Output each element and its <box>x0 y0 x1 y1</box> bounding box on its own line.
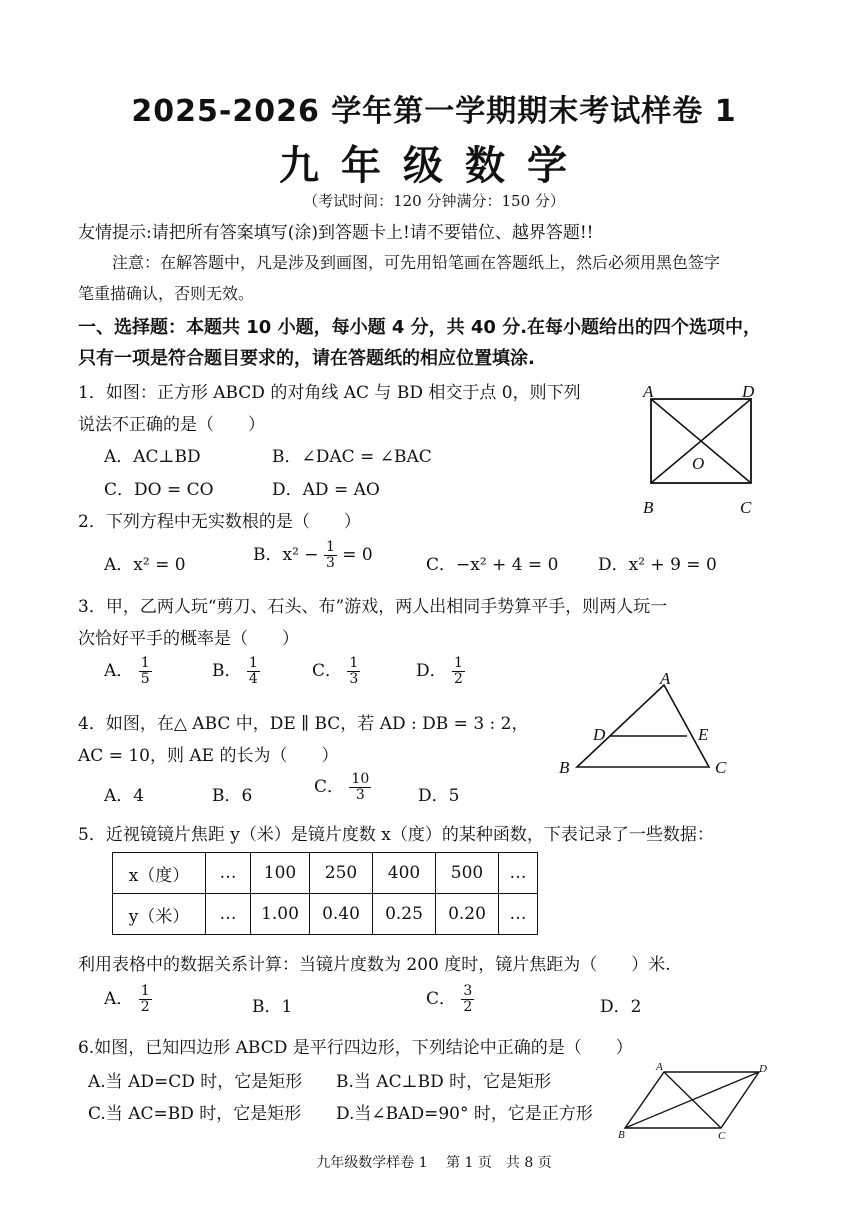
q3-option-c-num: 1 <box>349 655 359 672</box>
q4-fig-label-b: B <box>559 758 570 777</box>
q4-option-c-num: 10 <box>351 771 370 788</box>
q1-option-b: B．∠DAC = ∠BAC <box>272 447 432 467</box>
exam-title: 2025-2026 学年第一学期期末考试样卷 1 <box>131 94 737 129</box>
q3-option-d <box>416 656 465 687</box>
q4-stem-line-2: AC = 10，则 AE 的长为（ ） <box>78 746 339 766</box>
q5-option-a-label: A． <box>104 989 134 1009</box>
q2-option-b-den: 3 <box>325 555 335 571</box>
q4-option-c-label: C． <box>314 777 345 797</box>
q1-square-figure <box>640 382 770 522</box>
q1-stem-line-2: 说法不正确的是（ ） <box>78 415 265 435</box>
q4-fig-label-a: A <box>660 669 671 688</box>
page-footer: 九年级数学样卷 1 第 1 页 共 8 页 <box>316 1155 552 1171</box>
q3-option-a <box>104 656 152 687</box>
q3-option-d-num: 1 <box>454 655 463 672</box>
table-cell: 1.00 <box>251 894 310 935</box>
q6-parallelogram-figure <box>612 1058 772 1144</box>
q3-stem-line-1: 3．甲，乙两人玩“剪刀、石头、布”游戏，两人出相同手势算平手，则两人玩一 <box>78 597 668 617</box>
table-cell: 100 <box>251 853 310 894</box>
table-cell: … <box>499 853 538 894</box>
q4-fig-label-d: D <box>593 725 606 744</box>
table-cell: 250 <box>310 853 373 894</box>
q4-triangle-figure <box>556 668 736 780</box>
q1-fig-label-d: D <box>742 382 755 401</box>
q4-option-a: A．4 <box>104 786 145 806</box>
q2-option-b-num: 1 <box>325 539 335 556</box>
q3-option-b <box>212 656 260 687</box>
q5-option-a <box>104 984 152 1015</box>
q2-option-b-suffix: = 0 <box>342 545 373 565</box>
q5-option-d: D．2 <box>600 997 642 1017</box>
q3-stem-line-2: 次恰好平手的概率是（ ） <box>78 629 299 649</box>
q6-option-a: A.当 AD=CD 时，它是矩形 <box>88 1072 303 1092</box>
table-cell: 0.20 <box>436 894 499 935</box>
q6-fig-label-d: D <box>759 1063 767 1075</box>
q4-option-c <box>314 772 371 803</box>
exam-info: （考试时间：120 分钟满分：150 分） <box>303 192 565 210</box>
q5-option-b: B．1 <box>252 997 293 1017</box>
q6-fig-label-a: A <box>656 1061 663 1073</box>
q5-option-c <box>426 984 474 1015</box>
q3-option-c <box>312 656 360 687</box>
q4-option-d: D．5 <box>418 786 460 806</box>
q5-question-text: 利用表格中的数据关系计算：当镜片度数为 200 度时，镜片焦距为（ ）米. <box>78 955 671 975</box>
q3-option-a-fraction <box>139 656 152 686</box>
q6-option-b: B.当 AC⊥BD 时，它是矩形 <box>336 1072 552 1092</box>
q3-option-c-den: 3 <box>349 671 359 687</box>
q1-fig-label-b: B <box>643 498 654 517</box>
q3-option-b-label: B． <box>212 661 242 681</box>
friendly-tip: 友情提示:请把所有答案填写(涂)到答题卡上!请不要错位、越界答题!! <box>78 223 594 243</box>
subject-title: 九年级数学 <box>279 143 589 189</box>
q3-option-c-fraction <box>347 656 360 686</box>
q2-stem: 2．下列方程中无实数根的是（ ） <box>78 512 361 532</box>
q5-option-c-num: 3 <box>463 983 473 1000</box>
table-cell: … <box>499 894 538 935</box>
note-line-2: 笔重描确认，否则无效。 <box>78 284 255 303</box>
section-heading-line-1: 一、选择题：本题共 10 小题，每小题 4 分，共 40 分.在每小题给出的四个选项中， <box>78 317 762 338</box>
q6-stem: 6.如图，已知四边形 ABCD 是平行四边形，下列结论中正确的是（ ） <box>78 1038 633 1058</box>
table-row <box>113 894 538 935</box>
q2-option-c: C．−x² + 4 = 0 <box>426 555 559 575</box>
q1-fig-label-c: C <box>740 498 752 517</box>
q1-option-c: C．DO = CO <box>104 480 214 500</box>
table-cell: 0.40 <box>310 894 373 935</box>
table-cell: … <box>206 894 251 935</box>
q3-option-b-den: 4 <box>248 671 258 687</box>
q1-stem-line-1: 1．如图：正方形 ABCD 的对角线 AC 与 BD 相交于点 0，则下列 <box>78 383 581 403</box>
q3-option-a-den: 5 <box>140 671 150 687</box>
q5-option-c-den: 2 <box>463 999 473 1015</box>
q1-option-a: A．AC⊥BD <box>104 447 201 467</box>
q5-option-c-fraction <box>461 984 474 1014</box>
q3-option-c-label: C． <box>312 661 343 681</box>
table-cell: x（度） <box>113 853 206 894</box>
q3-option-a-num: 1 <box>140 655 150 672</box>
q1-fig-label-a: A <box>643 382 654 401</box>
table-cell: 0.25 <box>373 894 436 935</box>
q2-option-b-fraction <box>324 540 337 570</box>
q3-option-a-label: A． <box>104 661 134 681</box>
q1-option-d: D．AD = AO <box>272 480 380 500</box>
q5-option-a-num: 1 <box>140 983 150 1000</box>
q5-option-a-den: 2 <box>140 999 150 1015</box>
table-cell: 500 <box>436 853 499 894</box>
q4-option-b: B．6 <box>212 786 253 806</box>
table-cell: y（米） <box>113 894 206 935</box>
q2-option-b-prefix: B．x² − <box>253 545 319 565</box>
q6-option-d: D.当∠BAD=90° 时，它是正方形 <box>336 1104 593 1124</box>
table-cell: … <box>206 853 251 894</box>
q3-option-b-num: 1 <box>248 655 258 672</box>
q3-option-d-den: 2 <box>454 671 463 687</box>
q5-option-a-fraction <box>139 984 152 1014</box>
q5-data-table <box>112 852 538 935</box>
q4-option-c-den: 3 <box>355 787 365 803</box>
q2-option-d: D．x² + 9 = 0 <box>598 555 717 575</box>
q4-fig-label-e: E <box>698 725 709 744</box>
q1-fig-label-o: O <box>692 454 705 473</box>
q3-option-d-label: D． <box>416 661 447 681</box>
q6-fig-label-c: C <box>718 1130 726 1142</box>
q2-option-a: A．x² = 0 <box>104 555 186 575</box>
table-row <box>113 853 538 894</box>
note-line-1: 注意：在解答题中，凡是涉及到画图，可先用铅笔画在答题纸上，然后必须用黑色签字 <box>112 253 721 272</box>
q5-stem: 5．近视镜镜片焦距 y（米）是镜片度数 x（度）的某种函数，下表记录了一些数据： <box>78 825 714 845</box>
q4-fig-label-c: C <box>715 758 727 777</box>
q4-stem-line-1: 4．如图，在△ ABC 中，DE ∥ BC，若 AD : DB = 3 : 2， <box>78 714 529 734</box>
q6-fig-label-b: B <box>618 1129 625 1141</box>
table-cell: 400 <box>373 853 436 894</box>
q2-option-b <box>253 540 373 571</box>
section-heading-line-2: 只有一项是符合题目要求的，请在答题纸的相应位置填涂. <box>78 348 535 369</box>
q5-option-c-label: C． <box>426 989 457 1009</box>
q3-option-d-fraction <box>452 656 465 686</box>
q3-option-b-fraction <box>247 656 260 686</box>
q4-option-c-fraction <box>349 772 371 802</box>
q6-option-c: C.当 AC=BD 时，它是矩形 <box>88 1104 302 1124</box>
